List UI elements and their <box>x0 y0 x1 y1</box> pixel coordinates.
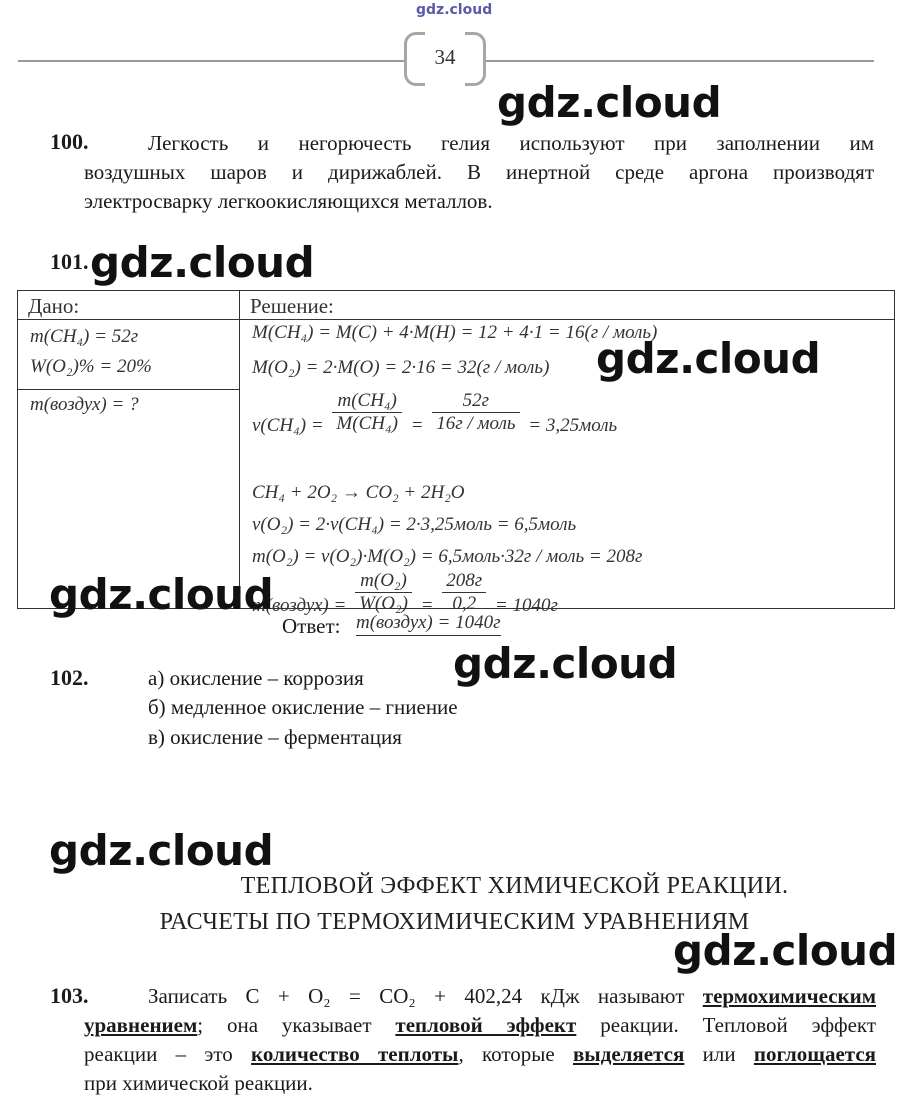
watermark-top: gdz.cloud <box>416 2 493 18</box>
watermark: gdz.cloud <box>497 78 722 127</box>
solution-header: Решение: <box>250 294 334 318</box>
watermark: gdz.cloud <box>453 639 678 688</box>
formula-moles-o2: ν(O₂) = 2·ν(CH₄) = 2·3,25моль = 6,5моль <box>252 514 577 535</box>
formula-mass-o2: m(O₂) = ν(O₂)·M(O₂) = 6,5моль·32г / моль = 208г <box>252 546 643 567</box>
fraction-denominator: 0,2 <box>452 593 477 615</box>
fraction-numerator: m(CH₄) <box>332 390 401 413</box>
formula-mass-air-result: = 1040г <box>494 595 558 616</box>
task-103-line3 <box>84 1039 876 1069</box>
term-amount-of-heat: количество теплоты <box>251 1042 459 1066</box>
equals-sign: = <box>410 415 424 436</box>
watermark: gdz.cloud <box>49 570 274 619</box>
term-absorbed: поглощается <box>753 1042 877 1066</box>
fraction-denominator: 16г / моль <box>436 413 516 435</box>
header-rule-right <box>486 60 874 62</box>
formula-mass-air-lhs: m(воздух) = <box>252 595 347 616</box>
find-mass-air: m(воздух) = ? <box>30 394 139 415</box>
header-rule-left <box>18 60 404 62</box>
task-101-number: 101. <box>50 249 89 274</box>
task-103-text: реакции – это <box>84 1042 233 1066</box>
task-103-line2 <box>84 1010 876 1040</box>
equals-sign: = <box>420 595 434 616</box>
fraction-numerator: 208г <box>442 570 486 593</box>
formula-moles-ch4 <box>252 390 618 437</box>
fraction-numerator: m(O₂) <box>355 570 412 593</box>
fraction-m-over-M <box>332 390 401 435</box>
fraction-values <box>432 390 519 435</box>
given-oxygen-fraction: W(O₂)% = 20% <box>30 356 152 377</box>
task-102-number: 102. <box>50 665 89 690</box>
task-102-item-c: в) окисление – ферментация <box>148 725 402 749</box>
given-mass-ch4: m(CH₄) = 52г <box>30 326 139 347</box>
answer-value: m(воздух) = 1040г <box>356 612 501 636</box>
watermark: gdz.cloud <box>673 926 898 975</box>
task-103-text: реакции. Тепловой эффект <box>600 1013 877 1037</box>
task-103-text: Записать C + O₂ = CO₂ + 402,24 кДж называют <box>148 984 685 1008</box>
watermark: gdz.cloud <box>596 334 821 383</box>
fraction-denominator: W(O₂) <box>359 593 408 615</box>
task-100-line1: Легкость и негорючесть гелия используют при заполнении им <box>148 131 874 155</box>
given-header-cell <box>18 291 240 320</box>
task-100-number: 100. <box>50 129 89 154</box>
task-102-item-b: б) медленное окисление – гниение <box>148 695 458 719</box>
term-equation: уравнением <box>84 1013 198 1037</box>
page-number-box <box>404 32 486 86</box>
fraction-numerator: 52г <box>432 390 519 413</box>
solution-header-cell <box>240 291 895 320</box>
reaction-equation: CH₄ + 2O₂ → CO₂ + 2H₂O <box>252 482 465 503</box>
task-103-text: ; она указывает <box>197 1013 372 1037</box>
task-100-line2: воздушных шаров и дирижаблей. В инертной среде аргона производят <box>84 160 874 184</box>
task-103-line1 <box>148 981 876 1011</box>
term-released: выделяется <box>572 1042 685 1066</box>
watermark: gdz.cloud <box>49 826 274 875</box>
formula-molar-mass-o2: M(O₂) = 2·M(O) = 2·16 = 32(г / моль) <box>252 357 550 378</box>
task-103-number: 103. <box>50 983 89 1008</box>
given-header: Дано: <box>28 294 80 318</box>
term-heat-effect: тепловой эффект <box>395 1013 577 1037</box>
task-100-line3: электросварку легкоокисляющихся металлов. <box>84 189 493 213</box>
formula-moles-ch4-lhs: ν(CH₄) = <box>252 415 324 436</box>
task-103-text: или <box>702 1042 736 1066</box>
given-values-cell <box>18 320 240 390</box>
fraction-m-over-w <box>355 570 412 615</box>
task-103-text: , которые <box>458 1042 555 1066</box>
section-heading-line2: РАСЧЕТЫ ПО ТЕРМОХИМИЧЕСКИМ УРАВНЕНИЯМ <box>159 909 750 935</box>
formula-molar-mass-ch4: M(CH₄) = M(C) + 4·M(H) = 12 + 4·1 = 16(г / моль) <box>252 322 658 343</box>
task-103-line4: при химической реакции. <box>84 1071 313 1095</box>
page-number: 34 <box>434 45 456 69</box>
answer-label: Ответ: <box>282 614 341 638</box>
watermark: gdz.cloud <box>90 238 315 287</box>
term-thermochemical: термохимическим <box>702 984 877 1008</box>
formula-moles-ch4-result: = 3,25моль <box>528 415 618 436</box>
task-102-item-a: а) окисление – коррозия <box>148 666 364 690</box>
section-heading-line1: ТЕПЛОВОЙ ЭФФЕКТ ХИМИЧЕСКОЙ РЕАКЦИИ. <box>240 873 789 899</box>
fraction-denominator: M(CH₄) <box>336 413 398 435</box>
fraction-values <box>442 570 486 615</box>
